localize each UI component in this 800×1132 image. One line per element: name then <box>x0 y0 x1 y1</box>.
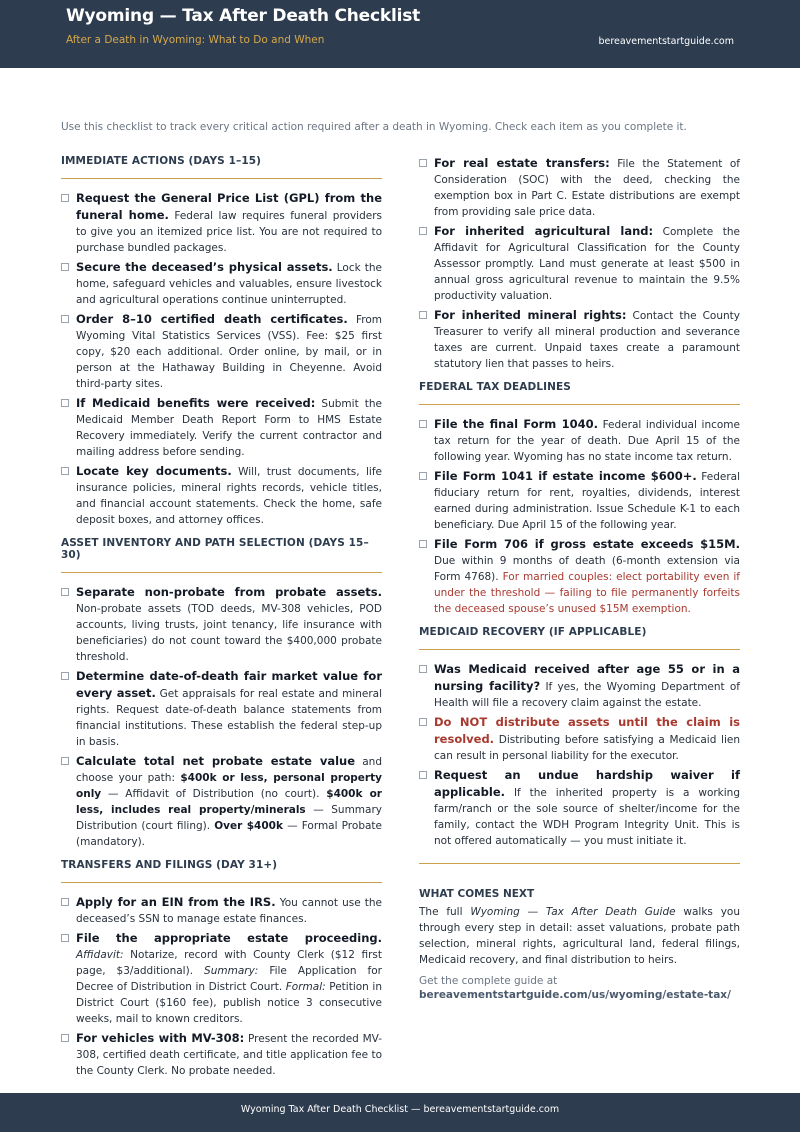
item-text: Federal individual income tax return for the year of death. Due April 15 of the following year. Wyoming has no state income tax return. <box>434 419 740 463</box>
item-text: Present the recorded MV-308, certified death certificate, and title application fee to the County Clerk. No probate needed. <box>76 1033 383 1077</box>
checkbox[interactable] <box>419 540 427 548</box>
checkbox[interactable] <box>419 472 427 480</box>
item-emphasis: Over $400k <box>214 820 283 832</box>
checkbox[interactable] <box>61 263 69 271</box>
item-text: Complete the Affidavit for Agricultural Classification for the County Assessor promptly. Land must generate at least $500 in annual gross agricultural revenue to maintain the 9.5% productivity valuation. <box>434 226 741 302</box>
item-text: Distributing before satisfying a Medicaid lien can result in personal liability for the executor. <box>434 734 740 762</box>
item-lead: Separate non-probate from probate assets. <box>76 585 382 599</box>
item-text: If yes, the Wyoming Department of Health will file a recovery claim against the estate. <box>434 681 741 709</box>
checkbox[interactable] <box>419 771 427 779</box>
checklist-item <box>61 584 382 665</box>
page-subtitle: After a Death in Wyoming: What to Do and When <box>66 34 325 46</box>
checkbox[interactable] <box>61 898 69 906</box>
page-title: Wyoming — Tax After Death Checklist <box>66 6 421 26</box>
checkbox[interactable] <box>419 227 427 235</box>
checkbox[interactable] <box>61 467 69 475</box>
checkbox[interactable] <box>61 672 69 680</box>
checkbox[interactable] <box>419 665 427 673</box>
page-footer <box>0 1093 800 1132</box>
checkbox[interactable] <box>61 315 69 323</box>
item-text: File Application for Decree of Distribution in District Court. <box>76 965 382 993</box>
checklist-item <box>419 536 740 617</box>
checklist-item <box>419 155 740 220</box>
item-italic: Affidavit: <box>76 949 124 961</box>
checklist-item <box>61 259 382 308</box>
checklist-item <box>61 668 382 750</box>
item-text: Due within 9 months of death (6-month extension via Form 4768). <box>434 555 740 583</box>
section-divider <box>419 863 740 864</box>
item-lead: Calculate total net probate estate value <box>76 754 356 768</box>
item-text: Submit the Medicaid Member Death Report Form to HMS Estate Recovery immediately. Verify the current contractor and mailing address before sending. <box>76 398 382 458</box>
checklist-item <box>419 223 740 304</box>
right-column <box>419 155 740 1001</box>
checklist-item <box>61 1030 382 1079</box>
item-text: and choose your path: <box>76 756 383 784</box>
item-lead: Secure the deceased’s physical assets. <box>76 260 333 274</box>
item-italic: Summary: <box>204 965 259 977</box>
checkbox[interactable] <box>419 718 427 726</box>
checklist-item <box>419 661 740 711</box>
item-lead: Request the General Price List (GPL) from the funeral home. <box>76 191 382 222</box>
item-lead: Determine date-of-death fair market value for every asset. <box>76 669 382 700</box>
item-text: From Wyoming Vital Statistics Services (VSS). Fee: $25 first copy, $20 each additional. Order online, by mail, or in person at the Hathaway Building in Cheyenne. Avoid third-party sites. <box>76 314 382 390</box>
item-lead: Request an undue hardship waiver if applicable. <box>434 768 740 799</box>
item-text: Federal fiduciary return for rent, royalties, dividends, interest earned during administration. Issue Schedule K-1 to each beneficiary. Due April 15 of the following year. <box>434 471 740 531</box>
item-lead: Order 8–10 certified death certificates. <box>76 312 348 326</box>
page-header <box>0 0 800 68</box>
section-heading-asset: ASSET INVENTORY AND PATH SELECTION (DAYS 15–30) <box>61 537 382 573</box>
checklist-item <box>61 930 382 1027</box>
checkbox[interactable] <box>61 934 69 942</box>
checklist-item <box>61 753 382 850</box>
checklist-item <box>61 190 382 256</box>
item-text: Contact the County Treasurer to verify all mineral production and severance taxes are current. Unpaid taxes create a paramount statutory lien that passes to heirs. <box>434 310 740 370</box>
item-lead: File the appropriate estate proceeding. <box>76 931 382 945</box>
item-lead: Locate key documents. <box>76 464 232 478</box>
checklist-item <box>419 307 740 372</box>
item-lead: For inherited mineral rights: <box>434 308 627 322</box>
checklist-item <box>61 395 382 460</box>
section-heading-transfers: TRANSFERS AND FILINGS (DAY 31+) <box>61 859 382 883</box>
item-text: Notarize, record with County Clerk ($12 first page, $3/additional). <box>76 949 382 977</box>
checklist-item <box>61 311 382 392</box>
item-lead: If Medicaid benefits were received: <box>76 396 316 410</box>
item-emphasis: $400k or less, personal property only <box>76 772 382 800</box>
item-warning: For married couples: elect portability even if under the threshold — failing to file permanently forfeits the deceased spouse’s unused $15M exemption. <box>434 571 741 615</box>
item-text: You cannot use the deceased’s SSN to manage estate finances. <box>76 897 382 925</box>
item-text: Federal law requires funeral providers to give you an itemized price list. You are not required to purchase bundled packages. <box>76 210 383 254</box>
item-text: — Affidavit of Distribution (no court). <box>101 788 327 800</box>
checklist-item <box>61 463 382 528</box>
checklist-item <box>61 894 382 927</box>
item-text: If the inherited property is a working farm/ranch or the sole source of shelter/income for the family, contact the WDH Program Integrity Unit. This is not offered automatically — you must initiate it. <box>434 787 740 847</box>
item-lead: File Form 1041 if estate income $600+. <box>434 469 697 483</box>
item-lead: For inherited agricultural land: <box>434 224 654 238</box>
next-link-label: Get the complete guide at <box>419 975 558 987</box>
checkbox[interactable] <box>419 311 427 319</box>
item-text: Lock the home, safeguard vehicles and valuables, ensure livestock and agricultural operations continue uninterrupted. <box>76 262 382 306</box>
checklist-item <box>419 767 740 849</box>
item-lead: File the final Form 1040. <box>434 417 598 431</box>
next-text: The full <box>419 906 471 918</box>
section-heading-federal: FEDERAL TAX DEADLINES <box>419 381 740 405</box>
next-body <box>419 904 740 968</box>
footer-text: Wyoming Tax After Death Checklist — bereavementstartguide.com <box>240 1104 560 1115</box>
item-lead-warning: Do NOT distribute assets until the claim is resolved. <box>434 715 740 746</box>
item-lead: For real estate transfers: <box>434 156 610 170</box>
item-lead: Was Medicaid received after age 55 or in a nursing facility? <box>434 662 740 693</box>
item-lead: File Form 706 if gross estate exceeds $15M. <box>434 537 740 551</box>
checklist-item <box>419 416 740 465</box>
guide-title: Wyoming — Tax After Death Guide <box>470 906 676 918</box>
next-heading: WHAT COMES NEXT <box>419 888 535 900</box>
checkbox[interactable] <box>61 194 69 202</box>
item-text: — Summary Distribution (court filing). <box>76 804 382 832</box>
item-text: Petition in District Court ($160 fee), publish notice 3 consecutive weeks, mail to known creditors. <box>76 981 383 1025</box>
item-lead: Apply for an EIN from the IRS. <box>76 895 276 909</box>
item-text: Get appraisals for real estate and mineral rights. Request date-of-death balance statements from financial institutions. These establish the federal step-up in basis. <box>76 688 382 748</box>
checkbox[interactable] <box>419 420 427 428</box>
item-text: Non-probate assets (TOD deeds, MV-308 vehicles, POD accounts, living trusts, joint tenancy, life insurance with beneficiaries) do not count toward the $400,000 probate threshold. <box>76 603 382 663</box>
section-heading-medicaid: MEDICAID RECOVERY (IF APPLICABLE) <box>419 626 740 650</box>
checkbox[interactable] <box>61 588 69 596</box>
checklist-item <box>419 468 740 533</box>
item-text: Will, trust documents, life insurance policies, mineral rights records, vehicle titles, and financial account statements. Check the home, safe deposit boxes, and attorney offices. <box>76 466 383 526</box>
next-text: walks you through every step in detail: asset valuations, probate path selection, mineral rights, agricultural land, federal filings, Medicaid recovery, and final distribution to heirs. <box>419 906 740 966</box>
checkbox[interactable] <box>61 1034 69 1042</box>
checkbox[interactable] <box>419 159 427 167</box>
intro-text: Use this checklist to track every critical action required after a death in Wyoming. Check each item as you complete it. <box>61 121 687 133</box>
item-text: File the Statement of Consideration (SOC) with the deed, checking the exemption box in Part C. Estate distributions are exempt from providing sale price data. <box>434 158 740 218</box>
header-site-url: bereavementstartguide.com <box>598 36 734 47</box>
item-lead: For vehicles with MV-308: <box>76 1031 245 1045</box>
item-italic: Formal: <box>285 981 326 993</box>
item-text: — Formal Probate (mandatory). <box>76 820 382 848</box>
section-heading-immediate: IMMEDIATE ACTIONS (DAYS 1–15) <box>61 155 382 179</box>
checklist-item <box>419 714 740 764</box>
left-column <box>61 155 382 1082</box>
checkbox[interactable] <box>61 399 69 407</box>
checkbox[interactable] <box>61 757 69 765</box>
guide-link[interactable]: bereavementstartguide.com/us/wyoming/estate-tax/ <box>419 989 731 1001</box>
item-emphasis: $400k or less, includes real property/minerals <box>76 788 382 816</box>
